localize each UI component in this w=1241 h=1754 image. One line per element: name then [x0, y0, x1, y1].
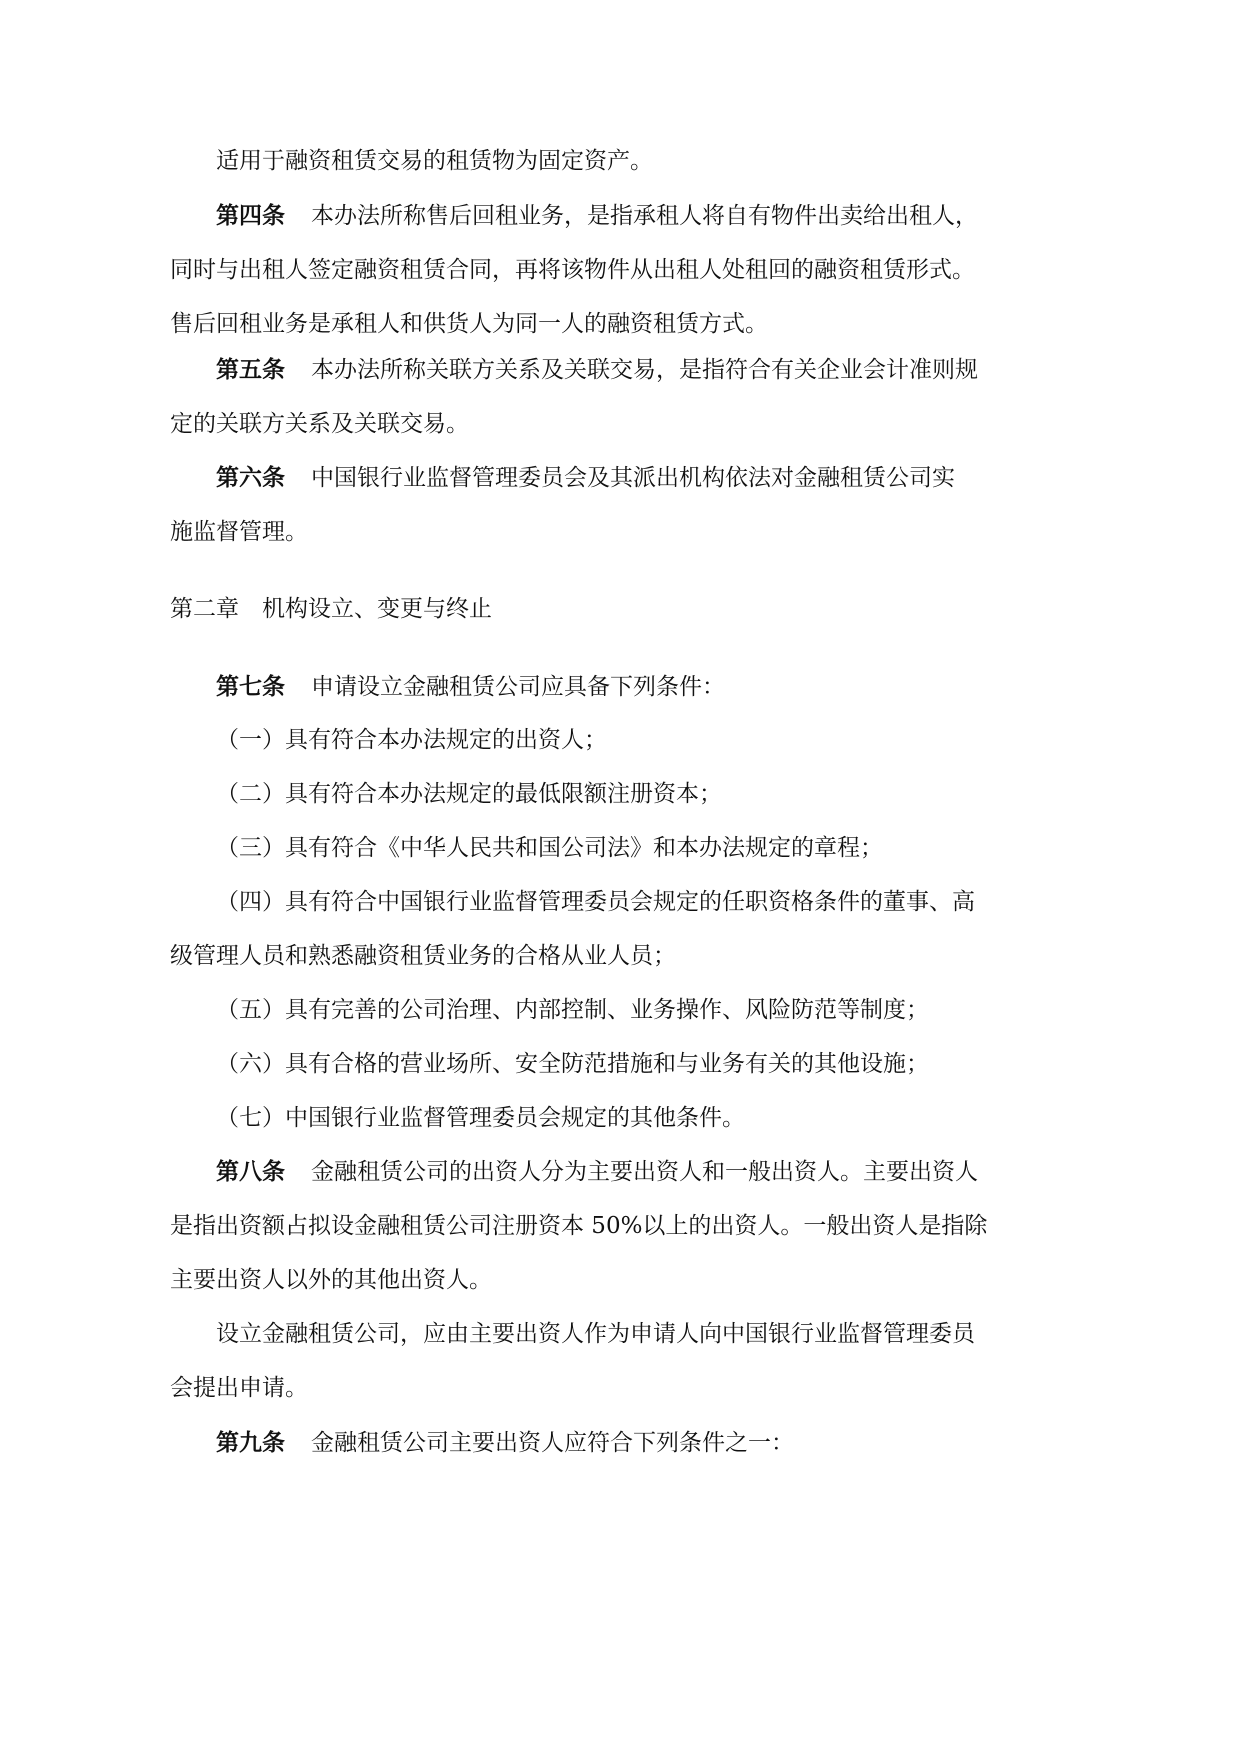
article-5-line-2: 定的关联方关系及关联交易。 — [170, 411, 469, 437]
article-6-line-1: 中国银行业监督管理委员会及其派出机构依法对金融租赁公司实 — [311, 465, 955, 491]
article-5-line-1: 本办法所称关联方关系及关联交易，是指符合有关企业会计准则规 — [311, 357, 978, 383]
article-7-heading: 第七条 — [216, 673, 285, 700]
article-7-item-4: （四）具有符合中国银行业监督管理委员会规定的任职资格条件的董事、高 — [216, 889, 975, 915]
article-8-first-line — [216, 1157, 978, 1187]
article-7-item-1: （一）具有符合本办法规定的出资人； — [216, 727, 607, 753]
article-6-line-2: 施监督管理。 — [170, 519, 308, 545]
article-7-item-6: （六）具有合格的营业场所、安全防范措施和与业务有关的其他设施； — [216, 1051, 929, 1077]
article-9-heading: 第九条 — [216, 1429, 285, 1456]
article-8-line-3: 主要出资人以外的其他出资人。 — [170, 1267, 492, 1293]
article-8-line-1: 金融租赁公司的出资人分为主要出资人和一般出资人。主要出资人 — [311, 1159, 978, 1185]
paragraph-continuation: 适用于融资租赁交易的租赁物为固定资产。 — [216, 148, 653, 174]
article-4-first-line — [216, 201, 978, 231]
article-9-intro: 金融租赁公司主要出资人应符合下列条件之一： — [311, 1430, 794, 1456]
article-4-line-1: 本办法所称售后回租业务，是指承租人将自有物件出卖给出租人， — [311, 203, 978, 229]
article-7-item-5: （五）具有完善的公司治理、内部控制、业务操作、风险防范等制度； — [216, 997, 929, 1023]
article-4-heading: 第四条 — [216, 202, 285, 229]
article-7-intro: 申请设立金融租赁公司应具备下列条件： — [311, 674, 725, 700]
article-8-heading: 第八条 — [216, 1158, 285, 1185]
article-5-heading: 第五条 — [216, 356, 285, 383]
article-9-first-line — [216, 1428, 794, 1458]
article-5-first-line — [216, 355, 978, 385]
article-8-para2-line-1: 设立金融租赁公司，应由主要出资人作为申请人向中国银行业监督管理委员 — [216, 1321, 975, 1347]
chapter-2-heading: 第二章 机构设立、变更与终止 — [170, 596, 492, 622]
article-4-line-3: 售后回租业务是承租人和供货人为同一人的融资租赁方式。 — [170, 311, 768, 337]
article-7-item-4-cont: 级管理人员和熟悉融资租赁业务的合格从业人员； — [170, 943, 676, 969]
article-4-line-2: 同时与出租人签定融资租赁合同，再将该物件从出租人处租回的融资租赁形式。 — [170, 257, 975, 283]
article-8-para2-line-2: 会提出申请。 — [170, 1375, 308, 1401]
article-7-first-line — [216, 672, 725, 702]
article-8-line-2: 是指出资额占拟设金融租赁公司注册资本 50%以上的出资人。一般出资人是指除 — [170, 1213, 988, 1239]
article-7-item-3: （三）具有符合《中华人民共和国公司法》和本办法规定的章程； — [216, 835, 883, 861]
article-6-heading: 第六条 — [216, 464, 285, 491]
article-6-first-line — [216, 463, 955, 493]
article-7-item-7: （七）中国银行业监督管理委员会规定的其他条件。 — [216, 1105, 745, 1131]
article-7-item-2: （二）具有符合本办法规定的最低限额注册资本； — [216, 781, 722, 807]
